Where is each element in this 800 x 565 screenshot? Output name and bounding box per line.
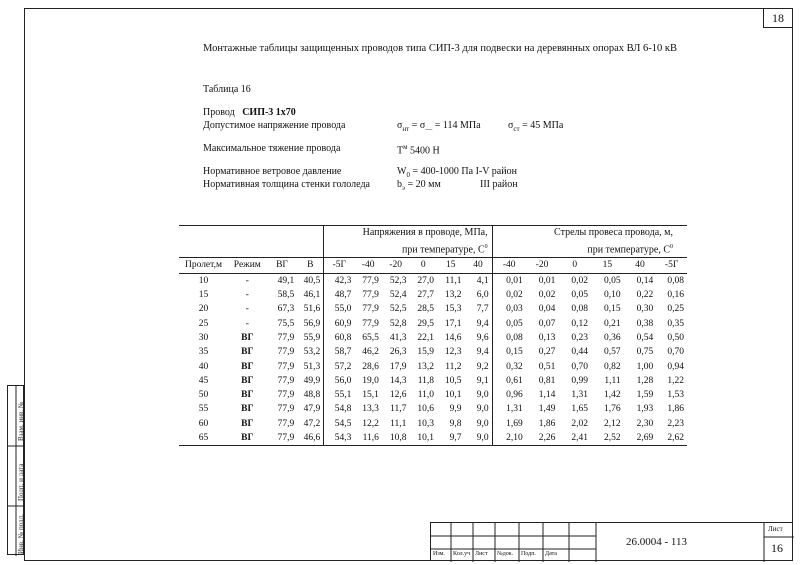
table-row (179, 302, 687, 316)
group-blank (179, 226, 324, 258)
table-cell: 0,15 (604, 304, 621, 315)
data-table (179, 225, 687, 447)
title-block (430, 522, 793, 561)
table-cell: - (245, 290, 249, 301)
table-row (179, 288, 687, 302)
table-cell: 9,0 (476, 433, 489, 444)
table-cell: 0,14 (636, 275, 654, 286)
table-cell: 51,3 (303, 361, 321, 372)
table-cell: - (245, 275, 249, 286)
stamp-column-label: Лист (475, 551, 488, 557)
table-cell: 0,02 (538, 290, 556, 301)
column-header: -40 (492, 258, 526, 273)
stamp-column-label: №док. (497, 551, 514, 557)
sheet-number: 16 (771, 541, 783, 555)
table-bottom-line (179, 446, 687, 448)
ice-rest: = 20 мм (405, 179, 441, 190)
column-header: 0 (409, 258, 437, 273)
wire-value: СИП-3 1х70 (242, 107, 296, 118)
table-cell: 1,53 (667, 390, 684, 401)
table-cell: 0,25 (667, 304, 684, 315)
table-cell: 0,21 (604, 318, 621, 329)
side-strip (7, 385, 24, 555)
table-cell: 51,6 (303, 304, 321, 315)
table-cell: 10,6 (417, 404, 434, 415)
ice-symbol: b (397, 179, 402, 190)
table-cell: 0,01 (538, 275, 556, 286)
table-cell: 0,02 (571, 275, 588, 286)
table-cell: 77,9 (277, 418, 295, 429)
table-cell: ВГ (241, 361, 254, 372)
table-cell: 13,2 (444, 290, 462, 301)
table-cell: 1,93 (636, 404, 654, 415)
table-cell: 19,0 (362, 375, 379, 386)
table-cell: 55,1 (324, 388, 355, 402)
table-cell: 49,9 (303, 375, 321, 386)
table-cell: 0,50 (667, 332, 684, 343)
table-label: Таблица 16 (203, 84, 251, 95)
column-header: ВГ (267, 258, 298, 273)
table-cell: ВГ (241, 332, 254, 343)
column-header: 15 (591, 258, 624, 273)
table-cell: 1,14 (538, 390, 556, 401)
table-cell: 29,5 (417, 318, 434, 329)
table-group-header (179, 226, 687, 258)
table-cell: 41,3 (389, 332, 407, 343)
table-cell: 40 (198, 361, 209, 372)
table-cell: 2,30 (636, 418, 654, 429)
tension-symbol: T (397, 145, 404, 157)
ice-region: III район (480, 179, 518, 190)
table-cell: 50 (198, 390, 209, 401)
column-header: -40 (354, 258, 382, 273)
table-cell: 17,1 (444, 318, 462, 329)
table-cell: 77,9 (362, 318, 379, 329)
sigma-eq-rest: = 114 МПа (432, 120, 481, 131)
table-cell: 11,1 (390, 418, 407, 429)
table-cell: 9,8 (449, 418, 462, 429)
table-cell: 46,1 (303, 290, 321, 301)
table-cell: 12,2 (362, 418, 379, 429)
table-cell: 55 (198, 404, 209, 415)
table-cell: 0,54 (636, 332, 654, 343)
table-cell: 0,07 (538, 318, 556, 329)
table-cell: 58,5 (277, 290, 295, 301)
table-row (179, 431, 687, 446)
table-cell: 2,52 (604, 433, 621, 444)
table-cell: 12,6 (389, 390, 407, 401)
table-cell: 9,7 (449, 433, 462, 444)
table-cell: 4,1 (476, 275, 489, 286)
wind-symbol: W (397, 166, 407, 177)
table-cell: 0,36 (604, 332, 621, 343)
table-cell: 48,7 (324, 288, 355, 302)
table-cell: 77,9 (277, 433, 295, 444)
table-cell: 0,10 (604, 290, 621, 301)
table-cell: 0,02 (492, 288, 526, 302)
sigma-sub: нт (402, 125, 410, 133)
table-cell: 35 (198, 347, 209, 358)
side-sign-date: Подп. и дата (17, 463, 25, 501)
column-header: 15 (437, 258, 465, 273)
group-sag-header (492, 226, 687, 258)
side-inv-original: Инв. № подл. (17, 514, 25, 554)
ice-label: Нормативная толщина стенки гололеда (203, 179, 370, 190)
wind-label: Нормативное ветровое давление (203, 166, 342, 177)
table-cell: 0,01 (492, 273, 526, 288)
table-cell: 1,00 (636, 361, 654, 372)
table-cell: 67,3 (277, 304, 295, 315)
table-cell: 2,02 (571, 418, 588, 429)
table-bottom-rule (179, 446, 687, 448)
table-cell: 10 (198, 275, 209, 286)
table-cell: 14,6 (444, 332, 462, 343)
table-cell: 40,5 (303, 275, 321, 286)
table-cell: 1,42 (604, 390, 621, 401)
table-cell: ВГ (241, 375, 254, 386)
table-cell: 0,35 (667, 318, 684, 329)
column-header: -20 (526, 258, 559, 273)
table-cell: 15,3 (444, 304, 462, 315)
table-cell: 52,4 (389, 290, 407, 301)
table-cell: 0,99 (571, 375, 588, 386)
table-row (179, 359, 687, 373)
table-cell: 60,9 (324, 317, 355, 331)
table-cell: 2,10 (492, 431, 526, 446)
deg-sup: 0 (484, 244, 488, 250)
table-cell: 77,9 (277, 375, 295, 386)
table-cell: 0,08 (492, 331, 526, 345)
table-cell: 11,7 (390, 404, 407, 415)
table-cell: 15,1 (362, 390, 379, 401)
table-cell: 1,49 (538, 404, 556, 415)
table-cell: 0,12 (571, 318, 588, 329)
tension-value (397, 143, 440, 156)
table-cell: 75,5 (277, 318, 295, 329)
table-cell: 30 (198, 332, 209, 343)
allow-label: Допустимое напряжение провода (203, 120, 346, 131)
table-cell: 47,2 (303, 418, 321, 429)
table-cell: 77,9 (277, 332, 295, 343)
table-cell: 0,38 (636, 318, 654, 329)
table-cell: 7,7 (476, 304, 489, 315)
table-cell: 27,7 (417, 290, 434, 301)
table-cell: 11,8 (417, 375, 434, 386)
table-cell: 2,69 (636, 433, 654, 444)
deg-sup-2: 0 (670, 244, 673, 250)
table-cell: 54,8 (324, 402, 355, 416)
table-cell: 0,44 (571, 347, 588, 358)
table-cell: 0,82 (604, 361, 621, 372)
table-cell: 0,96 (492, 388, 526, 402)
ice-value (397, 179, 441, 192)
table-cell: 9,0 (476, 404, 489, 415)
table-cell: - (245, 304, 249, 315)
table-cell: 0,13 (538, 332, 556, 343)
table-row (179, 317, 687, 331)
column-header: 40 (624, 258, 657, 273)
table-cell: 0,05 (571, 290, 588, 301)
table-cell: 60,8 (324, 331, 355, 345)
table-cell: 2,23 (667, 418, 684, 429)
table-cell: 10,3 (417, 418, 434, 429)
table-cell: 58,7 (324, 345, 355, 359)
allow-value (397, 120, 481, 133)
table-cell: 22,1 (417, 332, 434, 343)
table-cell: 0,61 (492, 374, 526, 388)
page-number: 18 (763, 8, 793, 28)
table-cell: 28,6 (362, 361, 379, 372)
table-cell: 0,16 (667, 290, 684, 301)
table-cell: 9,6 (476, 332, 489, 343)
table-cell: 77,9 (362, 275, 379, 286)
tension-rest: 5400 Н (407, 145, 440, 157)
table-cell: 47,9 (303, 404, 321, 415)
table-cell: 2,26 (538, 433, 556, 444)
table-cell: 15 (198, 290, 209, 301)
table-cell: 46,6 (303, 433, 321, 444)
table-cell: 1,69 (492, 417, 526, 431)
table-cell: 1,76 (604, 404, 621, 415)
table-cell: 14,3 (389, 375, 407, 386)
table-cell: 1,86 (538, 418, 556, 429)
stamp-column-label: Подп. (521, 551, 536, 557)
stamp-column-label: Дата (545, 551, 557, 557)
table-row (179, 374, 687, 388)
table-cell: 54,3 (324, 431, 355, 446)
table-cell: 0,30 (636, 304, 654, 315)
table-cell: 0,23 (571, 332, 588, 343)
column-header: В (297, 258, 324, 273)
table-cell: 77,9 (277, 404, 295, 415)
table-cell: 53,2 (303, 347, 321, 358)
column-header: 0 (558, 258, 591, 273)
group-sag-line2: при температуре, С (587, 244, 670, 256)
table-cell: 1,22 (667, 375, 684, 386)
table-cell: 1,59 (636, 390, 654, 401)
table-cell: 49,1 (277, 275, 295, 286)
table-cell: 27,0 (417, 275, 434, 286)
table-cell: 0,22 (636, 290, 654, 301)
stamp-column-label: Изм. (433, 551, 445, 557)
table-row (179, 402, 687, 416)
table-cell: 0,15 (492, 345, 526, 359)
table-cell: 17,9 (389, 361, 407, 372)
table-cell: 11,0 (417, 390, 434, 401)
table-cell: 9,1 (476, 375, 489, 386)
table-cell: 0,57 (604, 347, 621, 358)
table-cell: 2,62 (667, 433, 684, 444)
column-header: 40 (465, 258, 493, 273)
group-stress-line2: при температуре, С (401, 244, 485, 256)
table-cell: - (245, 318, 249, 329)
table-cell: 1,11 (604, 375, 621, 386)
table-cell: 0,94 (667, 361, 684, 372)
table-row (179, 273, 687, 288)
sigma2-rest: = 45 МПа (519, 120, 564, 131)
table-cell: ВГ (241, 347, 254, 358)
table-cell: 0,05 (604, 275, 621, 286)
tension-sup: м (403, 143, 408, 151)
table-cell: 46,2 (362, 347, 379, 358)
ice-sub: э (402, 184, 406, 192)
sigma2-symbol: σ (508, 120, 514, 131)
wind-sub: 0 (406, 171, 410, 179)
column-header: -20 (382, 258, 410, 273)
table-cell: 1,31 (571, 390, 588, 401)
table-row (179, 331, 687, 345)
table-cell: 2,12 (604, 418, 621, 429)
table-cell: 26,3 (389, 347, 407, 358)
table-cell: 10,8 (389, 433, 407, 444)
table-cell: 65 (198, 433, 209, 444)
sigma-symbol: σ (397, 120, 403, 131)
table-column-header (179, 258, 687, 273)
table-cell: 42,3 (324, 273, 355, 288)
table-cell: ВГ (241, 390, 254, 401)
table-cell: 20 (198, 304, 209, 315)
table-cell: 15,9 (417, 347, 434, 358)
table-cell: 10,1 (444, 390, 462, 401)
table-cell: 2,41 (571, 433, 588, 444)
table-body (179, 226, 687, 448)
table-cell: 52,3 (389, 275, 407, 286)
table-cell: 0,75 (636, 347, 654, 358)
table-cell: 12,3 (444, 347, 462, 358)
column-header: Режим (228, 258, 267, 273)
page-title: Монтажные таблицы защищенных проводов типа СИП-3 для подвески на деревянных опорах ВЛ 6-10 кВ (203, 43, 677, 54)
table-row (179, 345, 687, 359)
table-cell: 77,9 (277, 347, 295, 358)
group-stress-header (324, 226, 492, 258)
tension-label: Максимальное тяжение провода (203, 143, 341, 154)
group-stress-line1: Напряжения в проводе, МПа, (362, 227, 488, 238)
table-cell: 28,5 (417, 304, 434, 315)
table-cell: 0,05 (492, 317, 526, 331)
table-cell: 13,3 (362, 404, 379, 415)
table-cell: 11,1 (445, 275, 462, 286)
table-cell: 77,9 (362, 290, 379, 301)
wire-label: Провод (203, 107, 235, 118)
table-cell: 25 (198, 318, 209, 329)
table-cell: 10,5 (444, 375, 462, 386)
table-cell: ВГ (241, 404, 254, 415)
table-cell: 9,4 (476, 318, 489, 329)
column-header: Пролет,м (179, 258, 228, 273)
group-sag-line1: Стрелы провеса провода, м, (554, 227, 673, 238)
table-cell: ВГ (241, 433, 254, 444)
table-cell: 0,27 (538, 347, 556, 358)
table-cell: 10,1 (417, 433, 434, 444)
table-cell: 56,9 (303, 318, 321, 329)
table-cell: 0,08 (667, 275, 684, 286)
wind-value (397, 166, 517, 179)
table-cell: 57,2 (324, 359, 355, 373)
table-cell: 52,5 (389, 304, 407, 315)
table-cell: ВГ (241, 418, 254, 429)
table-cell: 0,04 (538, 304, 556, 315)
table-cell: 9,0 (476, 418, 489, 429)
column-header: -5Г (324, 258, 355, 273)
wire-row (203, 107, 296, 118)
table-cell: 55,9 (303, 332, 321, 343)
table-cell: 65,5 (362, 332, 379, 343)
table-cell: 0,03 (492, 302, 526, 316)
table-cell: 1,86 (667, 404, 684, 415)
sigma-eq-sub: — (425, 125, 433, 133)
table-cell: 9,0 (476, 390, 489, 401)
column-header: -5Г (656, 258, 687, 273)
table-cell: 1,65 (571, 404, 588, 415)
table-cell: 9,2 (476, 361, 489, 372)
table-cell: 56,0 (324, 374, 355, 388)
table-cell: 0,70 (667, 347, 684, 358)
table-cell: 0,70 (571, 361, 588, 372)
stamp-column-label: Кол.уч (453, 551, 471, 557)
sigma-eq: = σ (409, 120, 426, 131)
table-cell: 77,9 (277, 361, 295, 372)
table-cell: 1,31 (492, 402, 526, 416)
allow-value-2 (508, 120, 563, 133)
table-cell: 55,0 (324, 302, 355, 316)
table-cell: 1,28 (636, 375, 654, 386)
table-cell: 9,4 (476, 347, 489, 358)
table-cell: 6,0 (476, 290, 489, 301)
table-cell: 52,8 (389, 318, 407, 329)
table-cell: 48,8 (303, 390, 321, 401)
table-row (179, 388, 687, 402)
table-cell: 9,9 (449, 404, 462, 415)
wind-rest: = 400-1000 Па I-V район (409, 166, 517, 177)
table-cell: 0,81 (538, 375, 556, 386)
side-inv-replace: Взам. инв. № (17, 401, 25, 441)
table-cell: 60 (198, 418, 209, 429)
table-cell: 0,08 (571, 304, 588, 315)
table-cell: 13,2 (417, 361, 434, 372)
table-cell: 77,9 (277, 390, 295, 401)
table-cell: 0,32 (492, 359, 526, 373)
table-cell: 45 (198, 375, 209, 386)
sheet-label: Лист (768, 525, 783, 533)
table-cell: 11,2 (445, 361, 462, 372)
table-cell: 11,6 (362, 433, 379, 444)
sigma2-sub: ст (513, 125, 520, 133)
doc-code: 26.0004 - 113 (626, 536, 688, 548)
table-cell: 77,9 (362, 304, 379, 315)
table-cell: 0,51 (538, 361, 556, 372)
table-cell: 54,5 (324, 417, 355, 431)
table-row (179, 417, 687, 431)
